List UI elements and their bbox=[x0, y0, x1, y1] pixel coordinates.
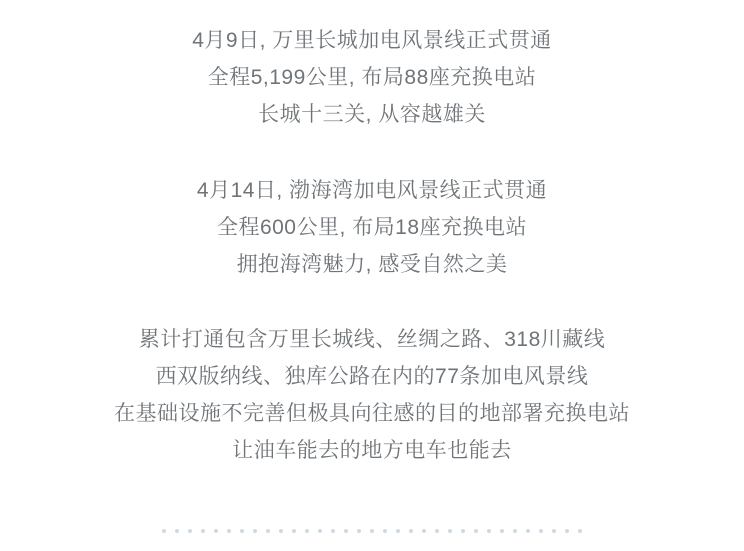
divider-dot bbox=[357, 529, 361, 533]
divider-dot bbox=[279, 529, 283, 533]
divider-dot bbox=[162, 529, 166, 533]
text-line: 让油车能去的地方电车也能去 bbox=[232, 439, 512, 462]
divider-dot bbox=[292, 529, 296, 533]
divider-dot bbox=[461, 529, 465, 533]
divider-dot bbox=[474, 529, 478, 533]
divider-dot bbox=[370, 529, 374, 533]
divider-dot bbox=[331, 529, 335, 533]
divider-dot bbox=[513, 529, 517, 533]
divider-dot bbox=[409, 529, 413, 533]
divider-dot bbox=[539, 529, 543, 533]
paragraph-block-bohai-bay bbox=[0, 172, 744, 283]
divider-dot bbox=[266, 529, 270, 533]
dotted-divider-dots bbox=[162, 529, 582, 533]
divider-dot bbox=[565, 529, 569, 533]
text-line: 累计打通包含万里长城线、丝绸之路、318川藏线 bbox=[138, 328, 606, 351]
divider-dot bbox=[578, 529, 582, 533]
divider-dot bbox=[318, 529, 322, 533]
divider-dot bbox=[201, 529, 205, 533]
paragraph-block-great-wall bbox=[0, 22, 744, 133]
divider-dot bbox=[383, 529, 387, 533]
divider-dot bbox=[526, 529, 530, 533]
divider-dot bbox=[500, 529, 504, 533]
divider-dot bbox=[422, 529, 426, 533]
divider-dot bbox=[305, 529, 309, 533]
text-line: 长城十三关, 从容越雄关 bbox=[258, 103, 486, 126]
text-line: 4月14日, 渤海湾加电风景线正式贯通 bbox=[196, 179, 548, 202]
divider-dot bbox=[240, 529, 244, 533]
divider-dot bbox=[175, 529, 179, 533]
text-line: 全程5,199公里, 布局88座充换电站 bbox=[207, 66, 537, 89]
divider-dot bbox=[435, 529, 439, 533]
paragraph-block-summary bbox=[0, 321, 744, 469]
divider-dot bbox=[448, 529, 452, 533]
divider-dot bbox=[487, 529, 491, 533]
text-line: 西双版纳线、独库公路在内的77条加电风景线 bbox=[155, 365, 589, 388]
divider-dot bbox=[344, 529, 348, 533]
text-line: 拥抱海湾魅力, 感受自然之美 bbox=[236, 253, 508, 276]
divider-dot bbox=[253, 529, 257, 533]
divider-dot bbox=[214, 529, 218, 533]
divider-dot bbox=[552, 529, 556, 533]
dotted-divider bbox=[0, 529, 744, 533]
divider-dot bbox=[396, 529, 400, 533]
text-line: 4月9日, 万里长城加电风景线正式贯通 bbox=[192, 29, 552, 52]
text-line: 在基础设施不完善但极具向往感的目的地部署充换电站 bbox=[114, 402, 630, 425]
divider-dot bbox=[227, 529, 231, 533]
text-line: 全程600公里, 布局18座充换电站 bbox=[216, 216, 528, 239]
divider-dot bbox=[188, 529, 192, 533]
